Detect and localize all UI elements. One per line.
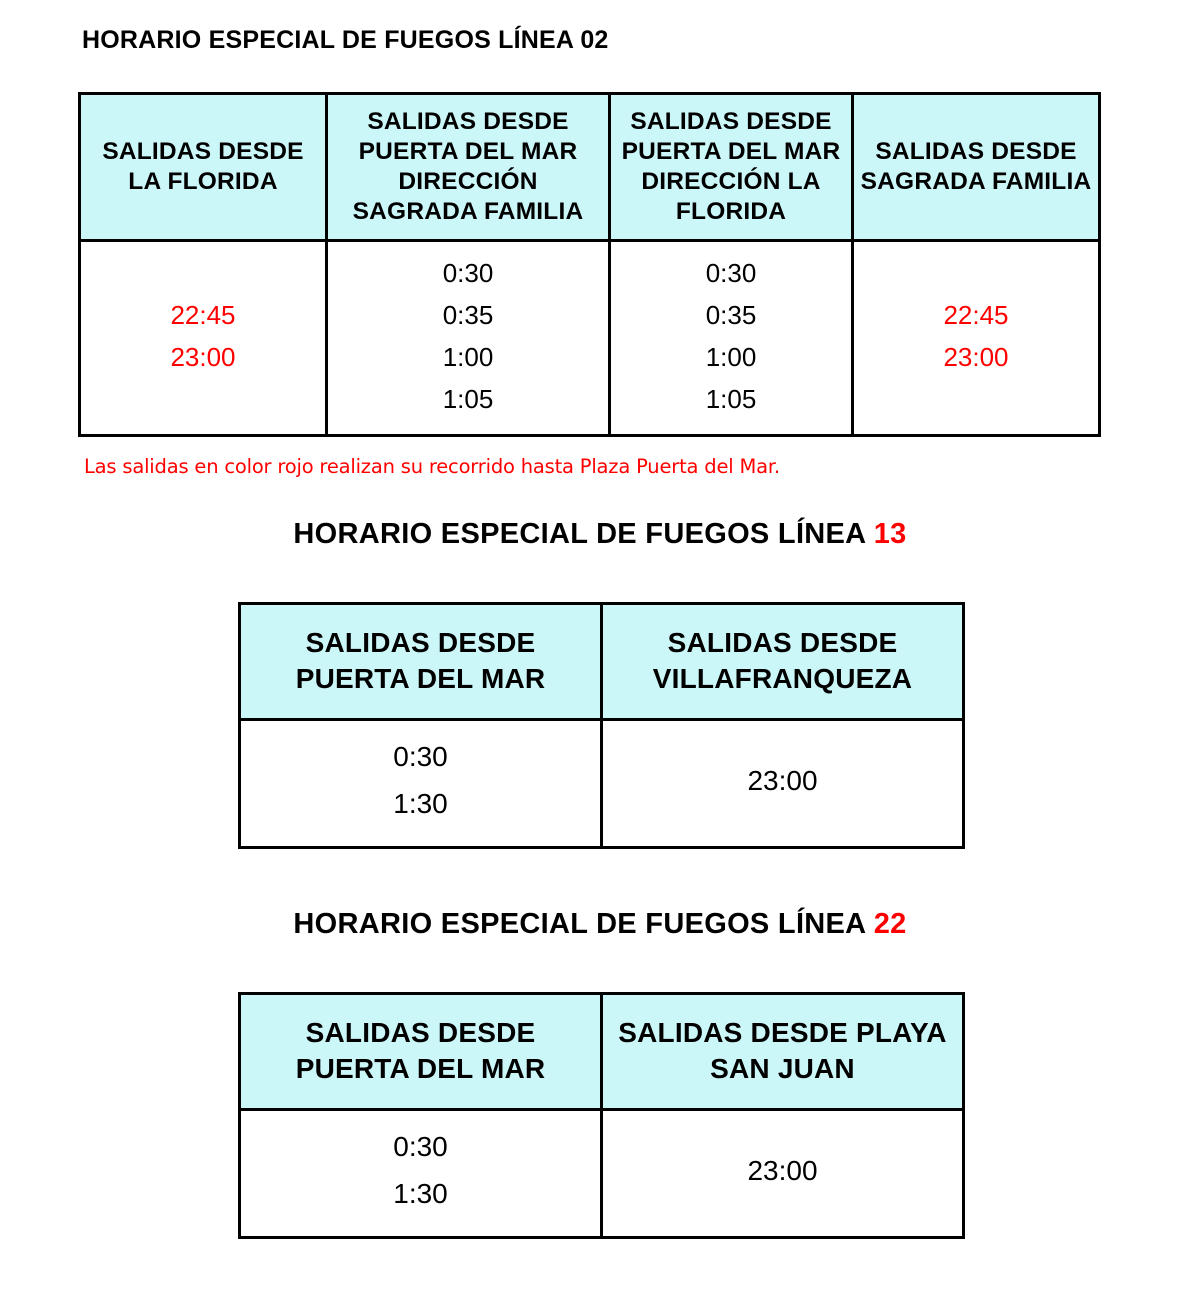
table-row bbox=[240, 1109, 964, 1237]
footnote-red-departures: Las salidas en color rojo realizan su recorrido hasta Plaza Puerta del Mar. bbox=[84, 455, 780, 478]
times-cell-sagrada-familia bbox=[853, 240, 1100, 435]
column-header-puerta-del-mar: SALIDAS DESDE PUERTA DEL MAR bbox=[240, 994, 602, 1110]
times-cell-puerta-del-mar bbox=[240, 719, 602, 847]
time-value: 1:05 bbox=[442, 383, 494, 414]
column-header-villafranqueza: SALIDAS DESDE VILLAFRANQUEZA bbox=[602, 604, 964, 720]
time-value: 22:45 bbox=[943, 299, 1009, 330]
time-value: 22:45 bbox=[170, 299, 236, 330]
column-header-puerta-del-mar-la-florida: SALIDAS DESDE PUERTA DEL MAR DIRECCIÓN LA FLORIDA bbox=[610, 94, 853, 241]
time-value: 1:00 bbox=[705, 341, 757, 372]
schedule-table-linea-13-wrapper bbox=[238, 602, 965, 849]
time-value: 0:30 bbox=[442, 257, 494, 288]
times-cell-villafranqueza bbox=[602, 719, 964, 847]
column-header-puerta-del-mar-sagrada-familia: SALIDAS DESDE PUERTA DEL MAR DIRECCIÓN SAGRADA FAMILIA bbox=[327, 94, 610, 241]
time-value: 1:30 bbox=[393, 788, 448, 820]
column-header-playa-san-juan: SALIDAS DESDE PLAYA SAN JUAN bbox=[602, 994, 964, 1110]
table-header-row bbox=[240, 994, 964, 1110]
time-value: 0:35 bbox=[442, 299, 494, 330]
schedule-table-linea-02-wrapper bbox=[78, 92, 1101, 437]
page-title-linea-13-prefix: HORARIO ESPECIAL DE FUEGOS LÍNEA bbox=[293, 518, 874, 550]
time-value: 1:00 bbox=[442, 341, 494, 372]
times-cell-playa-san-juan bbox=[602, 1109, 964, 1237]
time-value: 23:00 bbox=[747, 764, 818, 796]
time-value: 0:30 bbox=[393, 1130, 448, 1162]
time-value: 23:00 bbox=[747, 1154, 818, 1186]
time-value: 0:30 bbox=[705, 257, 757, 288]
time-value: 23:00 bbox=[943, 341, 1009, 372]
schedule-table-linea-13 bbox=[238, 602, 965, 849]
page-title-linea-22-prefix: HORARIO ESPECIAL DE FUEGOS LÍNEA bbox=[293, 908, 874, 940]
page-title-linea-13-number: 13 bbox=[873, 518, 907, 550]
time-value: 1:30 bbox=[393, 1178, 448, 1210]
column-header-sagrada-familia: SALIDAS DESDE SAGRADA FAMILIA bbox=[853, 94, 1100, 241]
table-row bbox=[240, 719, 964, 847]
page-title-linea-22-number: 22 bbox=[873, 908, 907, 940]
time-value: 0:30 bbox=[393, 740, 448, 772]
column-header-la-florida: SALIDAS DESDE LA FLORIDA bbox=[80, 94, 327, 241]
page-title-linea-02: HORARIO ESPECIAL DE FUEGOS LÍNEA 02 bbox=[82, 26, 609, 54]
times-cell-puerta-del-mar-sagrada-familia bbox=[327, 240, 610, 435]
table-row bbox=[80, 240, 1100, 435]
page-title-linea-13 bbox=[0, 518, 1200, 551]
time-value: 1:05 bbox=[705, 383, 757, 414]
times-cell-puerta-del-mar-la-florida bbox=[610, 240, 853, 435]
schedule-table-linea-22-wrapper bbox=[238, 992, 965, 1239]
column-header-puerta-del-mar: SALIDAS DESDE PUERTA DEL MAR bbox=[240, 604, 602, 720]
time-value: 0:35 bbox=[705, 299, 757, 330]
time-value: 23:00 bbox=[170, 341, 236, 372]
schedule-table-linea-02 bbox=[78, 92, 1101, 437]
table-header-row bbox=[80, 94, 1100, 241]
times-cell-puerta-del-mar bbox=[240, 1109, 602, 1237]
table-header-row bbox=[240, 604, 964, 720]
page-title-linea-22 bbox=[0, 908, 1200, 941]
times-cell-la-florida bbox=[80, 240, 327, 435]
schedule-table-linea-22 bbox=[238, 992, 965, 1239]
